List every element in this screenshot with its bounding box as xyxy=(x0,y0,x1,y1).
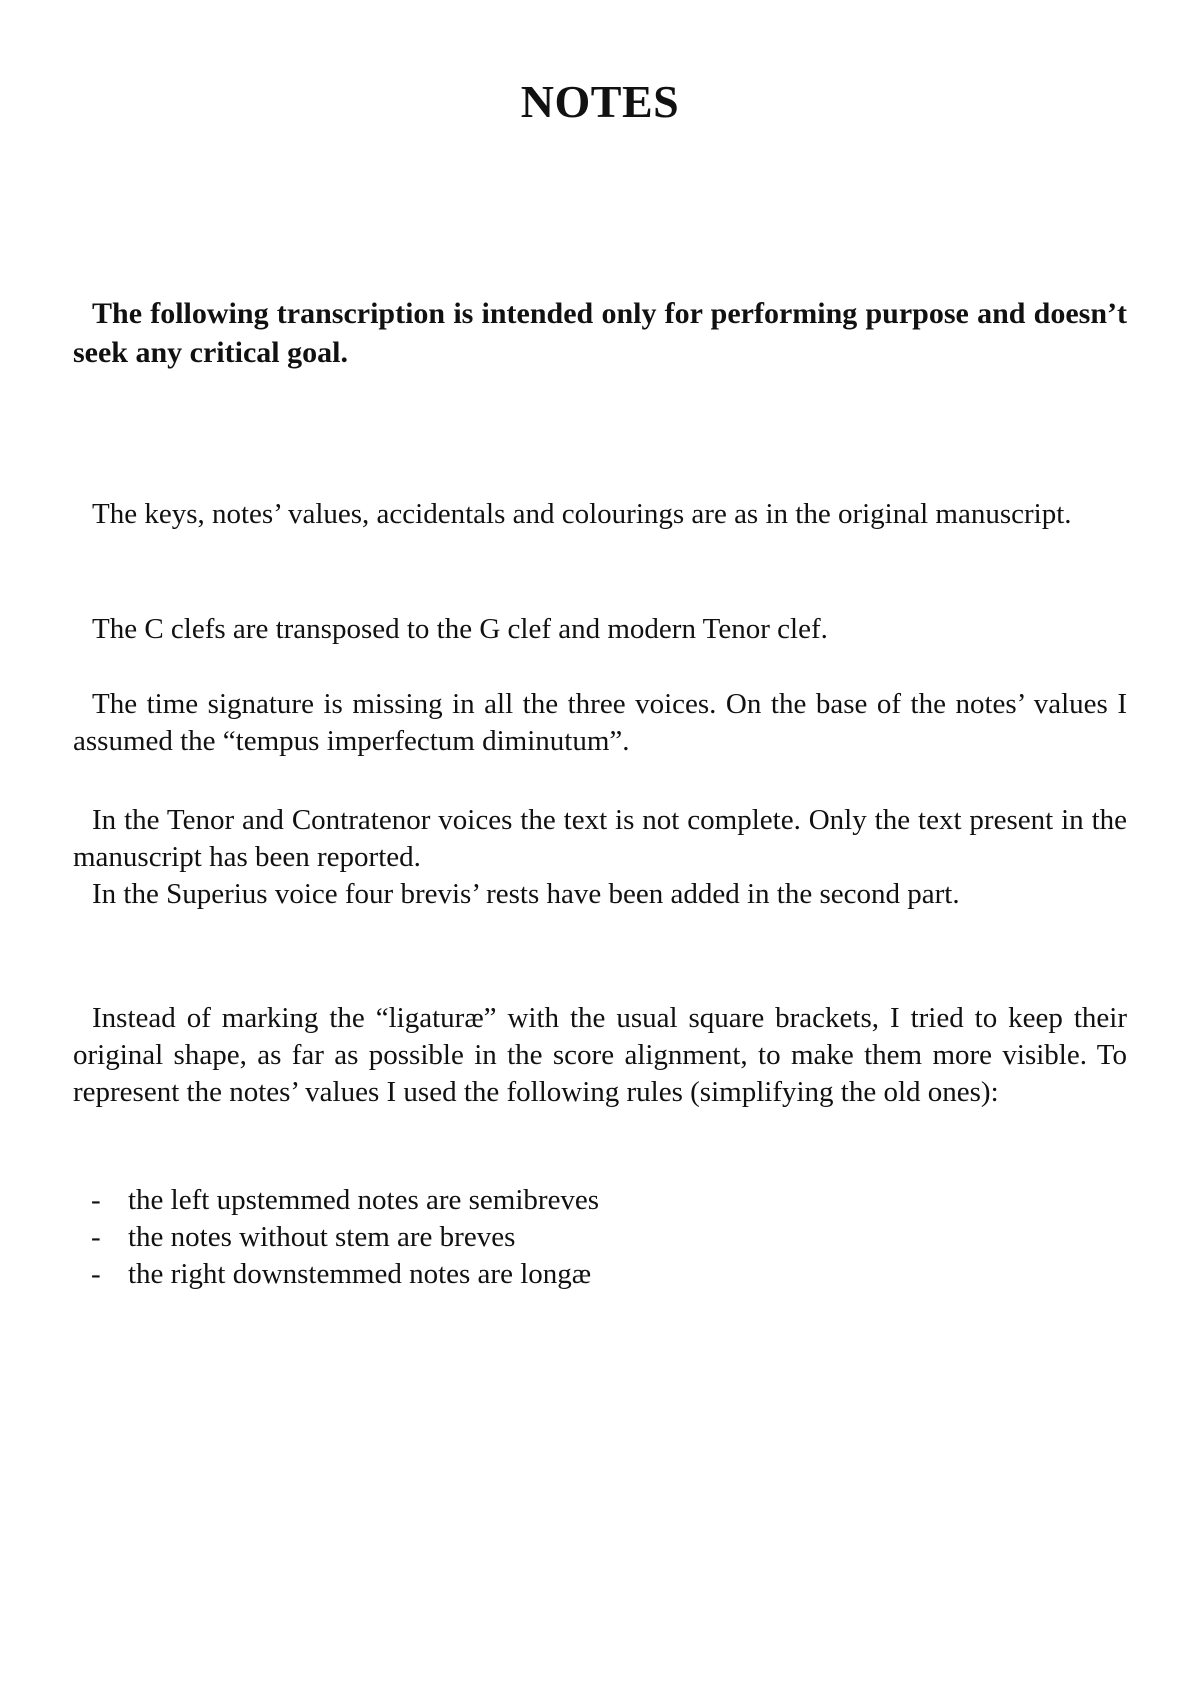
list-dash: - xyxy=(91,1184,101,1216)
list-dash: - xyxy=(91,1221,101,1253)
list-item xyxy=(73,1219,1127,1256)
list-item-text: the notes without stem are breves xyxy=(128,1221,516,1253)
list-item xyxy=(73,1182,1127,1219)
intro-paragraph xyxy=(73,294,1127,372)
ligaturae-paragraph xyxy=(73,1000,1127,1111)
time-signature-text: The time signature is missing in all the three voices. On the base of the notes’ values I assumed the “tempus imperfectum diminutum”. xyxy=(73,688,1127,757)
clefs-text: The C clefs are transposed to the G clef and modern Tenor clef. xyxy=(92,613,828,645)
list-item xyxy=(73,1256,1127,1293)
ligaturae-text: Instead of marking the “ligaturæ” with the usual square brackets, I tried to keep their original shape, as far as possible in the score alignment, to make them more visible. To represent the notes’ values I used the following rules (simplifying the old ones): xyxy=(73,1002,1127,1108)
voices-paragraph xyxy=(73,802,1127,913)
time-signature-paragraph xyxy=(73,686,1127,760)
page-title: NOTES xyxy=(520,76,680,127)
keys-paragraph xyxy=(73,496,1127,533)
superius-text: In the Superius voice four brevis’ rests have been added in the second part. xyxy=(92,878,960,910)
list-item-text: the right downstemmed notes are longæ xyxy=(128,1258,592,1290)
keys-text: The keys, notes’ values, accidentals and colourings are as in the original manuscript. xyxy=(92,498,1072,530)
intro-text: The following transcription is intended only for performing purpose and doesn’t seek any critical goal. xyxy=(73,297,1127,369)
rules-list xyxy=(73,1182,1127,1293)
clefs-paragraph xyxy=(73,611,1127,648)
tenor-text: In the Tenor and Contratenor voices the text is not complete. Only the text present in the manuscript has been reported. xyxy=(73,804,1127,873)
list-dash: - xyxy=(91,1258,101,1290)
list-item-text: the left upstemmed notes are semibreves xyxy=(128,1184,600,1216)
